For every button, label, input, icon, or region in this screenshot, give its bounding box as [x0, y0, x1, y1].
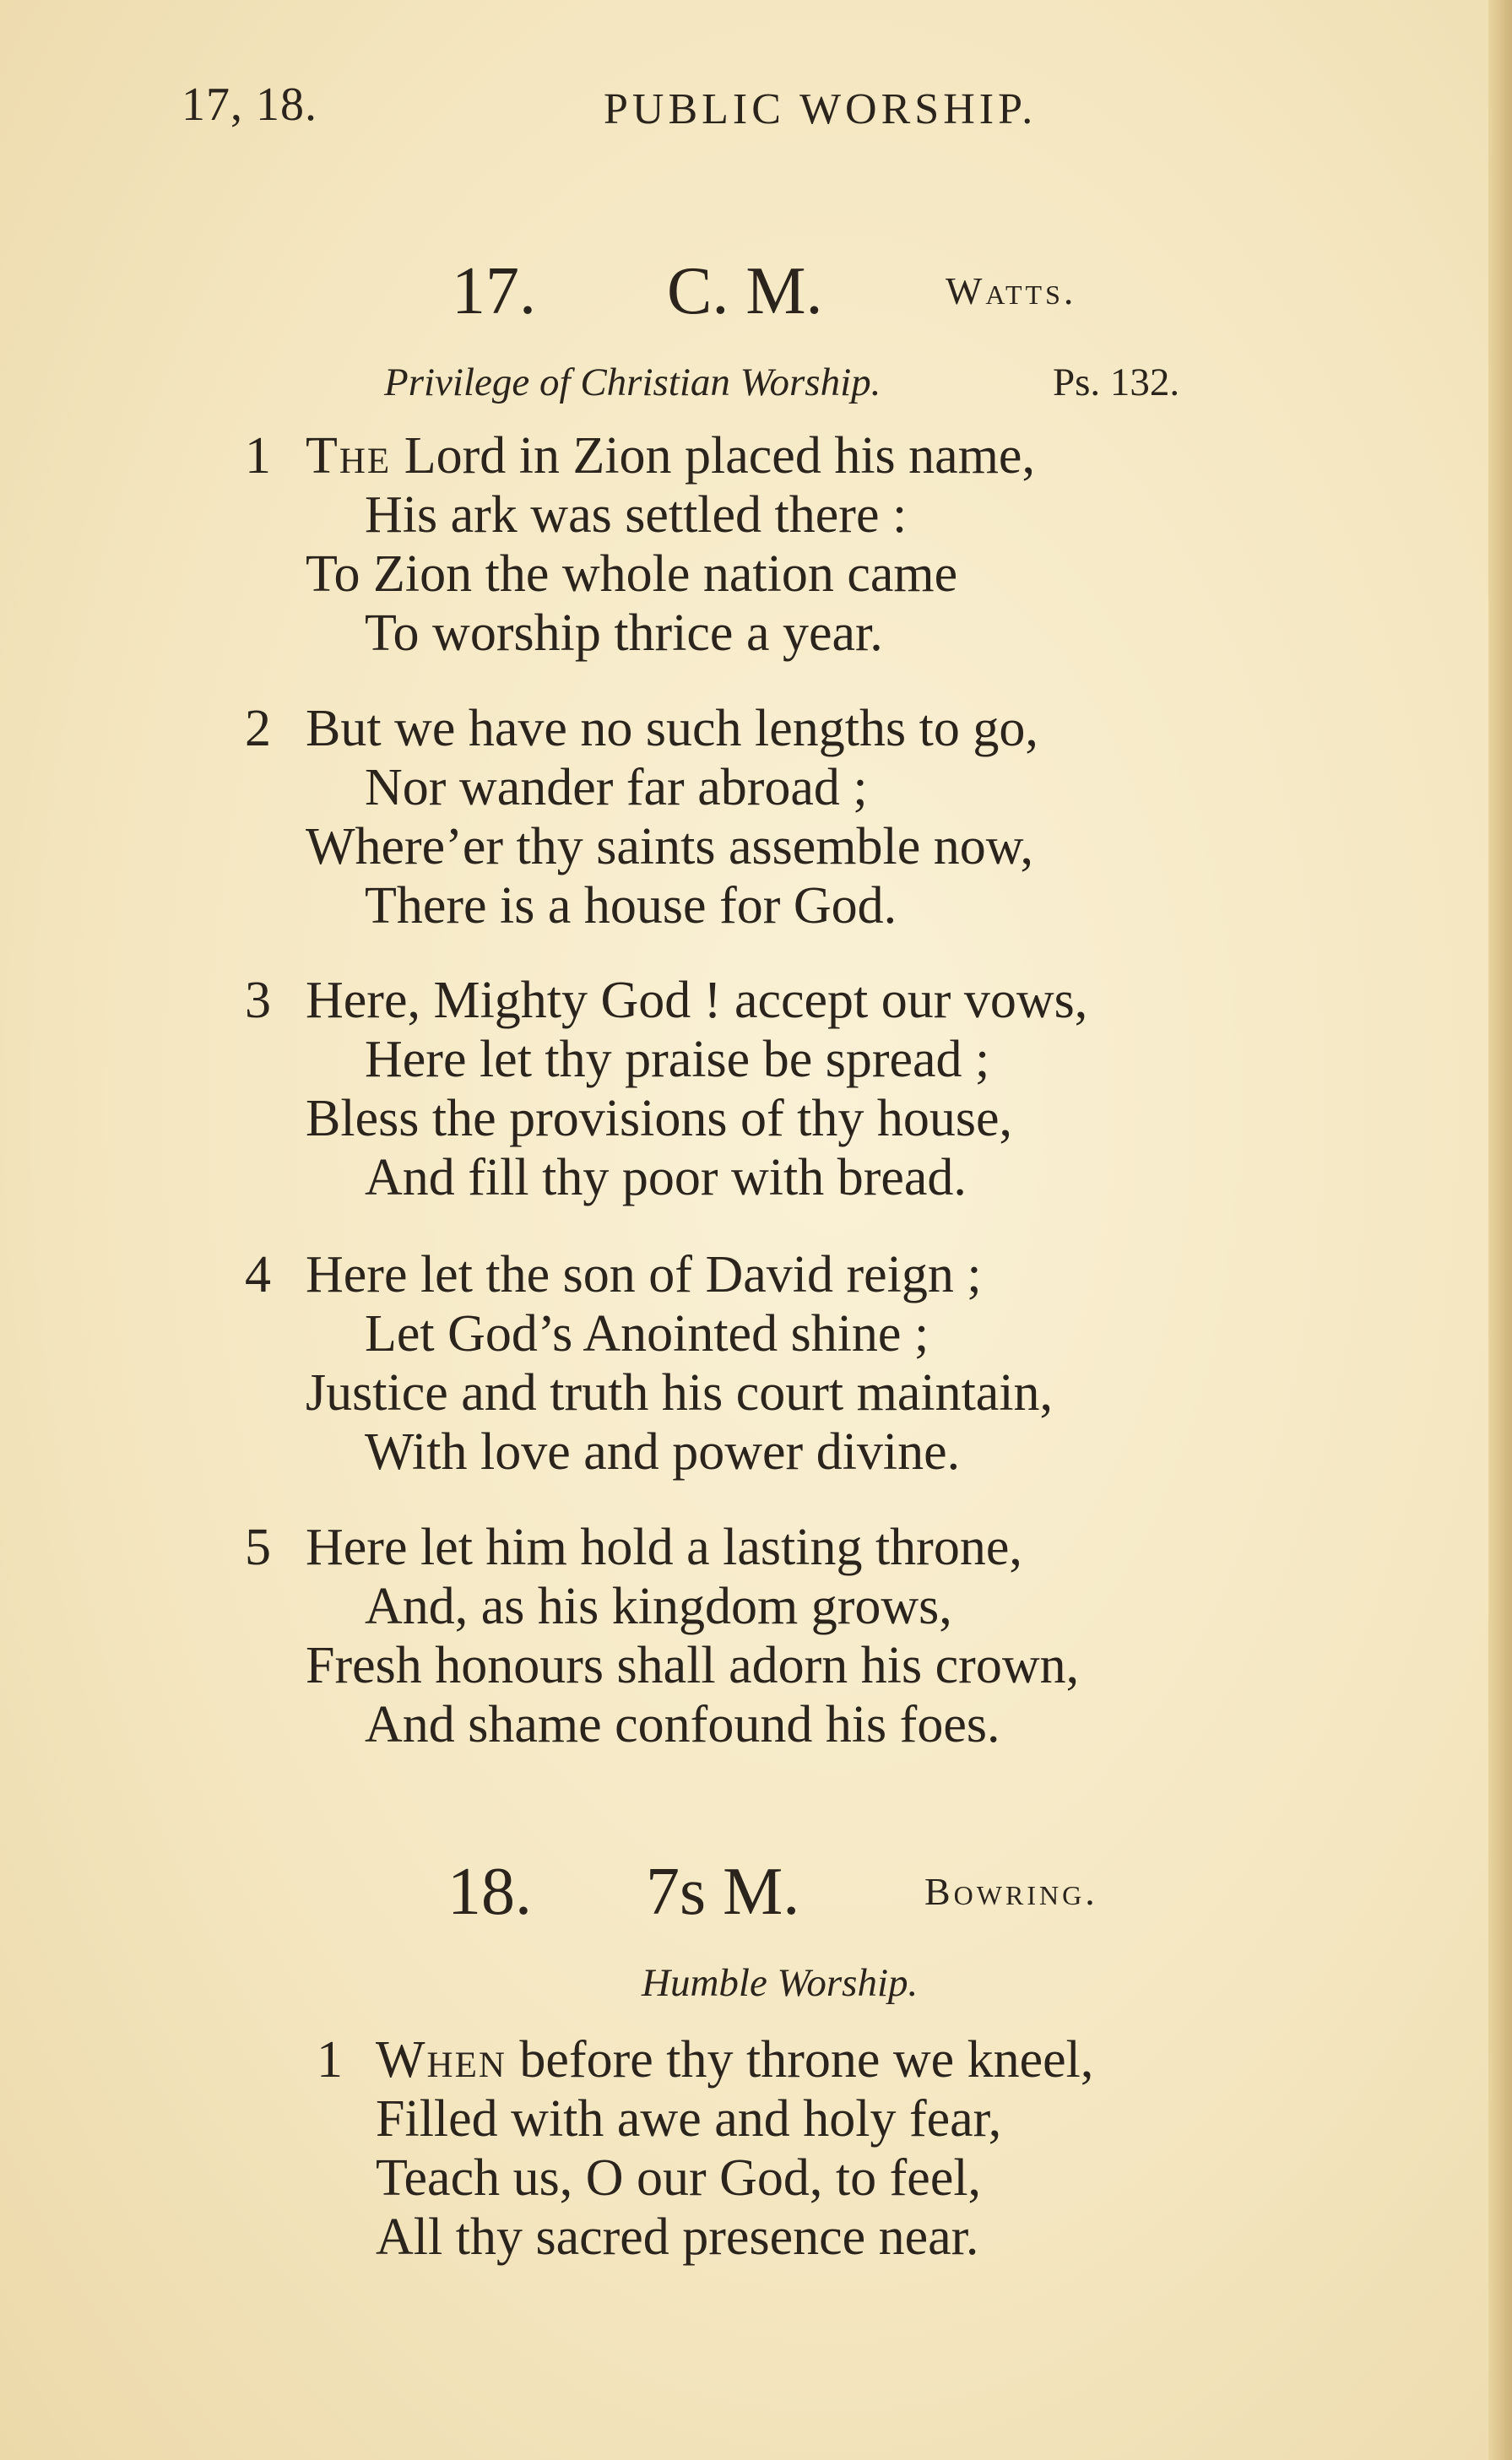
verse-line: To worship thrice a year.	[365, 604, 883, 662]
verse-line: Here, Mighty God ! accept our vows,	[306, 972, 1088, 1029]
verse-line	[376, 2030, 1093, 2089]
verse-first-word: When	[376, 2031, 507, 2089]
verse-line: Here let him hold a lasting throne,	[306, 1519, 1022, 1576]
hymn-18-author: Bowring.	[924, 1870, 1098, 1913]
verse-line: All thy sacred presence near.	[376, 2208, 979, 2266]
hymn-17-reference: Ps. 132.	[1053, 360, 1180, 404]
verse-number: 5	[245, 1519, 271, 1576]
hymn-18-subtitle: Humble Worship.	[642, 1961, 919, 2005]
verse-first-word: The	[306, 427, 392, 485]
verse-number: 3	[245, 972, 271, 1029]
hymn-18-meter: 7s M.	[646, 1855, 800, 1929]
verse-line: And fill thy poor with bread.	[365, 1149, 967, 1206]
hymn-18-number: 18.	[447, 1855, 532, 1929]
verse-line: Fresh honours shall adorn his crown,	[306, 1637, 1080, 1694]
verse-line: And shame confound his foes.	[365, 1696, 1000, 1753]
verse-line-rest: Lord in Zion placed his name,	[391, 427, 1035, 485]
verse-line: And, as his kingdom grows,	[365, 1578, 952, 1635]
verse-line: His ark was settled there :	[365, 486, 908, 544]
verse-line: To Zion the whole nation came	[306, 545, 958, 603]
verse-line-rest: before thy throne we kneel,	[506, 2031, 1094, 2089]
hymn-17-meter: C. M.	[667, 254, 823, 328]
verse-number: 1	[245, 427, 271, 485]
verse-line: Filled with awe and holy fear,	[376, 2090, 1002, 2148]
running-head-title: PUBLIC WORSHIP.	[604, 85, 1038, 133]
verse-line: Teach us, O our God, to feel,	[376, 2149, 982, 2207]
verse-number: 4	[245, 1246, 271, 1303]
hymn-17-number: 17.	[452, 254, 536, 328]
verse-line: Justice and truth his court maintain,	[306, 1364, 1054, 1422]
hymn-17-subtitle: Privilege of Christian Worship.	[384, 360, 881, 404]
verse-line: Bless the provisions of thy house,	[306, 1090, 1012, 1147]
verse-line: Here let thy praise be spread ;	[365, 1031, 990, 1088]
verse-line: There is a house for God.	[365, 877, 897, 935]
verse-line: With love and power divine.	[365, 1423, 961, 1481]
verse-number: 2	[245, 700, 271, 757]
hymn-17-author: Watts.	[946, 269, 1077, 312]
verse-line: Let God’s Anointed shine ;	[365, 1305, 929, 1363]
verse-line	[306, 426, 1035, 485]
running-head-numbers: 17, 18.	[182, 79, 317, 131]
page-edge	[1488, 0, 1512, 2460]
verse-line: Nor wander far abroad ;	[365, 759, 868, 816]
verse-line: Where’er thy saints assemble now,	[306, 818, 1033, 875]
verse-number: 1	[317, 2031, 343, 2089]
verse-line: Here let the son of David reign ;	[306, 1246, 982, 1303]
verse-line: But we have no such lengths to go,	[306, 700, 1038, 757]
